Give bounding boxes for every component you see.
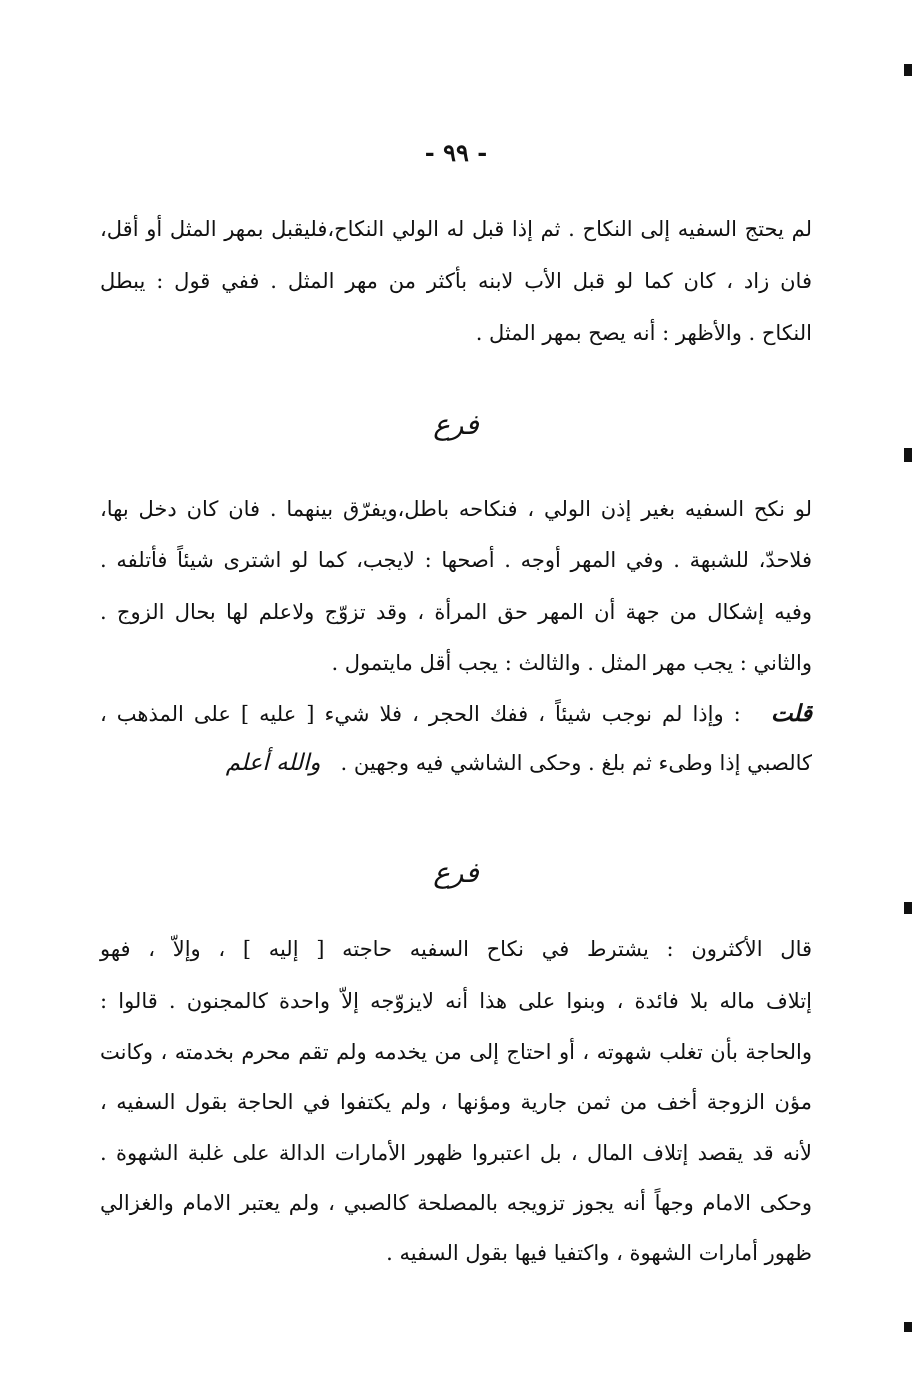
- text-line: والثاني : يجب مهر المثل . والثالث : يجب أقل مايتمول .: [331, 651, 812, 675]
- closing-text: كالصبي إذا وطىء ثم بلغ . وحكى الشاشي فيه وجهين .: [340, 751, 812, 775]
- text-line: والحاجة بأن تغلب شهوته ، أو احتاج إلى من يخدمه ولم تقم محرم بخدمته ، وكانت: [100, 1040, 812, 1064]
- closing-formula: والله أعلم: [225, 750, 321, 776]
- text-line: لأنه قد يقصد إتلاف المال ، بل اعتبروا ظهور الأمارات الدالة على غلبة الشهوة .: [100, 1141, 812, 1165]
- text-line: وفيه إشكال من جهة أن المهر حق المرأة ، وقد تزوّج ولاعلم لها بحال الزوج .: [100, 600, 812, 624]
- section-heading: فرع: [433, 856, 479, 889]
- text-line: لم يحتج السفيه إلى النكاح . ثم إذا قبل له الولي النكاح،فليقبل بمهر المثل أو أقل،: [100, 217, 812, 241]
- text-line: إتلاف ماله بلا فائدة ، وبنوا على هذا أنه لايزوّجه إلاّ واحدة كالمجنون . قالوا :: [100, 989, 812, 1013]
- qult-text: : وإذا لم نوجب شيئاً ، ففك الحجر ، فلا شيء [ عليه ] على المذهب ،: [100, 702, 741, 726]
- qult-line: [100, 702, 812, 725]
- section-heading: فرع: [433, 408, 479, 441]
- scan-edge-mark: [904, 64, 912, 76]
- text-line: ظهور أمارات الشهوة ، واكتفيا فيها بقول السفيه .: [386, 1241, 812, 1265]
- qult-label: قلت: [770, 700, 813, 727]
- page-number: - ٩٩ -: [424, 138, 488, 167]
- text-line: فلاحدّ، للشبهة . وفي المهر أوجه . أصحها : لايجب، كما لو اشترى شيئاً فأتلفه .: [100, 548, 812, 572]
- text-line: وحكى الامام وجهاً أنه يجوز تزويجه بالمصلحة كالصبي ، ولم يعتبر الامام والغزالي: [100, 1191, 812, 1215]
- closing-line: [100, 752, 812, 775]
- text-line: قال الأكثرون : يشترط في نكاح السفيه حاجته [ إليه ] ، وإلاّ ، فهو: [100, 937, 812, 961]
- scan-edge-mark: [904, 902, 912, 914]
- scan-edge-mark: [904, 448, 912, 462]
- text-line: النكاح . والأظهر : أنه يصح بمهر المثل .: [475, 321, 812, 345]
- scan-edge-mark: [904, 1322, 912, 1332]
- text-line: مؤن الزوجة أخف من ثمن جارية ومؤنها ، ولم يكتفوا في الحاجة بقول السفيه ،: [100, 1090, 812, 1114]
- text-line: لو نكح السفيه بغير إذن الولي ، فنكاحه باطل،ويفرّق بينهما . فان كان دخل بها،: [100, 497, 812, 521]
- text-line: فان زاد ، كان كما لو قبل الأب لابنه بأكثر من مهر المثل . ففي قول : يبطل: [100, 269, 812, 293]
